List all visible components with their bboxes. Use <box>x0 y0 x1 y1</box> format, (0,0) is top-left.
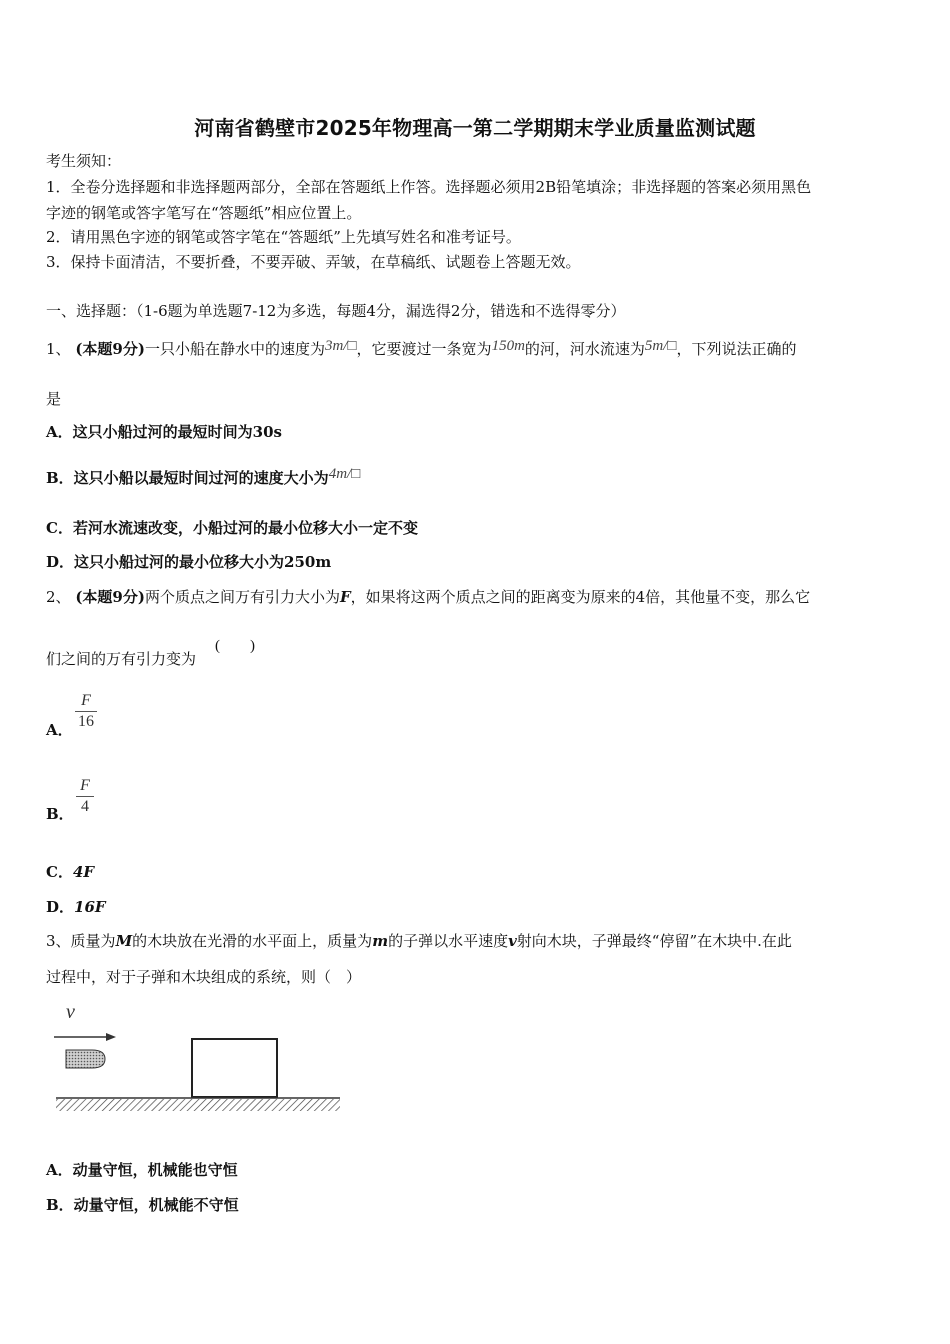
question-text: 的河，河水流速为 <box>524 340 645 358</box>
question-text: 两个质点之间万有引力大小为 <box>144 588 340 606</box>
q1-option-a[interactable]: A．这只小船过河的最短时间为30s <box>46 423 282 441</box>
page-title: 河南省鹤壁市2025年物理高一第二学期期末学业质量监测试题 <box>194 116 756 140</box>
fraction-denominator: 16 <box>78 713 94 730</box>
question-2-line-2: 们之间的万有引力变为 <box>46 650 197 668</box>
question-text: 的木块放在光滑的水平面上，质量为 <box>132 932 373 950</box>
option-text: B．这只小船以最短时间过河的速度大小为 <box>46 469 329 487</box>
bullet <box>66 1050 105 1068</box>
symbol-velocity: v <box>508 932 517 950</box>
notice-item-2: 2．请用黑色字迹的钢笔或答字笔在“答题纸”上先填写姓名和准考证号。 <box>46 228 521 246</box>
section-heading: 一、选择题：（1-6题为单选题7-12为多选，每题4分，漏选得2分，错选和不选得零分） <box>46 302 626 320</box>
question-text: 射向木块，子弹最终“停留”在木块中.在此 <box>516 932 792 950</box>
q2-option-d[interactable] <box>46 897 106 917</box>
symbol-f: F <box>339 588 351 606</box>
question-2-line-1 <box>46 587 810 607</box>
fraction-numerator: F <box>80 777 90 794</box>
q2-option-a-label[interactable]: A． <box>46 721 73 739</box>
q2-option-b-fraction[interactable] <box>76 777 94 816</box>
question-text: ，下列说法正确的 <box>676 340 797 358</box>
symbol-mass-bullet: m <box>372 932 389 950</box>
symbol-mass-block: M <box>115 932 133 950</box>
question-number: 1、 <box>46 340 71 358</box>
q2-option-a-fraction[interactable] <box>75 692 97 731</box>
formula-speed-boat: 3m/□ <box>324 338 357 354</box>
question-1-line-1 <box>46 339 797 360</box>
velocity-arrow <box>54 1033 116 1041</box>
formula-speed: 4m/□ <box>328 466 361 482</box>
question-number: 2、 <box>46 588 71 606</box>
option-value: 16F <box>74 898 106 916</box>
option-label: C． <box>46 863 73 881</box>
q1-option-d[interactable]: D．这只小船过河的最小位移大小为250m <box>46 553 332 571</box>
q2-option-b-label[interactable]: B． <box>46 805 74 823</box>
fraction-numerator: F <box>81 692 91 709</box>
formula-river-width: 150m <box>491 338 525 354</box>
notice-item-3: 3．保持卡面清洁，不要折叠，不要弄破、弄皱，在草稿纸、试题卷上答题无效。 <box>46 253 581 271</box>
formula-water-speed: 5m/□ <box>644 338 677 354</box>
question-1-line-2: 是 <box>46 390 62 408</box>
q1-option-c[interactable]: C．若河水流速改变，小船过河的最小位移大小一定不变 <box>46 519 418 537</box>
question-score: (本题9分) <box>75 588 145 606</box>
q3-option-a[interactable]: A．动量守恒，机械能也守恒 <box>46 1161 238 1179</box>
question-text: 的子弹以水平速度 <box>388 932 509 950</box>
ground-surface <box>56 1098 340 1111</box>
option-value: 4F <box>72 863 95 881</box>
notice-heading: 考生须知： <box>46 152 122 170</box>
bullet-block-figure <box>50 1000 350 1120</box>
wooden-block <box>192 1039 277 1097</box>
question-3-line-2: 过程中，对于子弹和木块组成的系统，则（ ） <box>46 968 362 986</box>
question-3-line-1 <box>46 931 792 951</box>
notice-item-1b: 字迹的钢笔或答字笔写在“答题纸”相应位置上。 <box>46 204 362 222</box>
fraction-bar <box>76 796 94 797</box>
answer-parentheses: ( ) <box>215 638 255 654</box>
velocity-label: v <box>66 1001 75 1023</box>
option-label: D． <box>46 898 75 916</box>
question-text: ，如果将这两个质点之间的距离变为原来的4倍，其他量不变，那么它 <box>350 588 811 606</box>
question-number: 3、 <box>46 932 71 950</box>
question-text: ，它要渡过一条宽为 <box>356 340 492 358</box>
fraction-denominator: 4 <box>81 798 89 815</box>
question-text: 一只小船在静水中的速度为 <box>144 340 325 358</box>
notice-item-1a: 1．全卷分选择题和非选择题两部分，全部在答题纸上作答。选择题必须用2B铅笔填涂；非选择题的答案必须用黑色 <box>46 178 812 196</box>
q1-option-b[interactable] <box>46 468 360 489</box>
question-score: (本题9分) <box>75 340 145 358</box>
fraction-bar <box>75 711 97 712</box>
question-text: 质量为 <box>70 932 116 950</box>
q3-option-b[interactable]: B．动量守恒，机械能不守恒 <box>46 1196 239 1214</box>
q2-option-c[interactable] <box>46 862 94 882</box>
